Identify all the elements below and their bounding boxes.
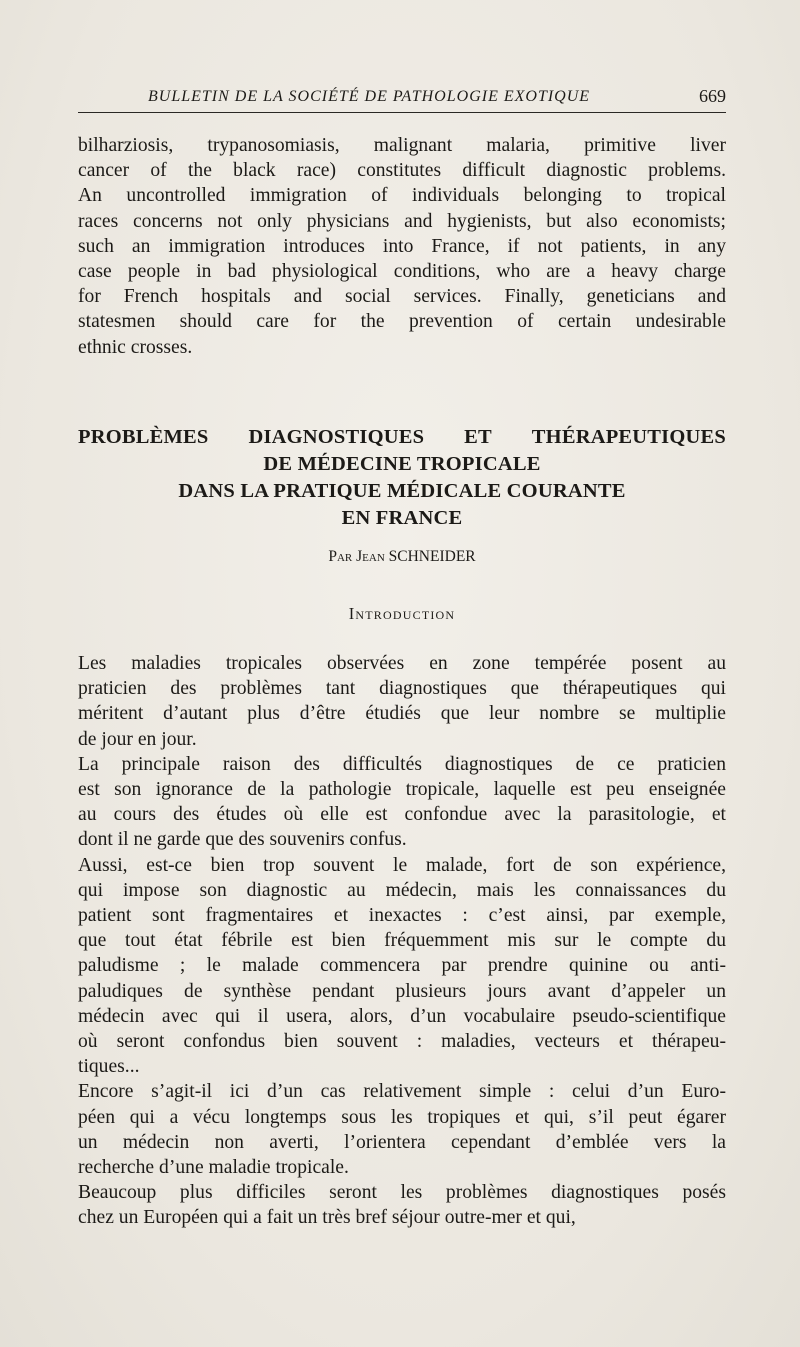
text-line: Beaucoup plus difficiles seront les problèmes diagnostiques posés [78,1182,726,1204]
text-line: An uncontrolled immigration of individuals belonging to tropical [78,185,726,207]
text-line: au cours des études où elle est confondue avec la parasitologie, et [78,804,726,826]
article-title [78,424,726,532]
text-line: chez un Européen qui a fait un très bref séjour outre-mer et qui, [78,1207,576,1229]
byline-prefix: Par [328,548,353,565]
article-title-line-1 [78,424,726,451]
text-line: où seront confondus bien souvent : maladies, vecteurs et thérapeu- [78,1031,726,1053]
text-line: Aussi, est-ce bien trop souvent le malade, fort de son expérience, [78,854,726,876]
article-title-line-2: DE MÉDECINE TROPICALE [263,453,541,475]
text-line: Les maladies tropicales observées en zone tempérée posent au [78,653,726,674]
text-line: paludisme ; le malade commencera par prendre quinine ou anti- [78,955,726,977]
text-line: for French hospitals and social services. Finally, geneticians and [78,286,726,308]
page-number: 669 [699,86,726,106]
paragraph [78,133,726,360]
text-line: paludiques de synthèse pendant plusieurs jours avant d’appeler un [78,980,726,1002]
title-word: ET [464,426,492,448]
title-word: THÉRAPEUTIQUES [531,426,726,448]
text-line: La principale raison des difficultés diagnostiques de ce praticien [78,753,726,775]
text-line: ethnic crosses. [78,336,193,358]
paragraph [78,752,726,853]
text-line: recherche d’une maladie tropicale. [78,1157,349,1179]
article-title-line-4: EN FRANCE [341,507,463,529]
text-line: tiques... [78,1056,140,1078]
paragraph [78,1079,726,1180]
section-heading: Introduction [348,604,456,623]
text-line: bilharziosis, trypanosomiasis, malignant malaria, primitive liver [78,135,726,156]
text-line: est son ignorance de la pathologie tropicale, laquelle est peu enseignée [78,779,726,801]
text-line: un médecin non averti, l’orientera cependant d’emblée vers la [78,1131,726,1153]
title-word: PROBLÈMES [78,426,209,448]
text-line: praticien des problèmes tant diagnostiques que thérapeutiques qui [78,678,726,700]
text-line: méritent d’autant plus d’être étudiés que leur nombre se multiplie [78,703,726,725]
title-word: DIAGNOSTIQUES [248,426,425,448]
paragraph [78,853,726,1080]
text-line: qui impose son diagnostic au médecin, mais les connaissances du [78,879,726,901]
text-line: cancer of the black race) constitutes difficult diagnostic problems. [78,160,726,182]
article-title-line-3: DANS LA PRATIQUE MÉDICALE COURANTE [178,480,626,502]
article-body [78,651,726,1231]
text-line: races concerns not only physicians and hygienists, but also economists; [78,210,726,232]
text-line: Encore s’agit-il ici d’un cas relativement simple : celui d’un Euro- [78,1081,726,1103]
text-line: dont il ne garde que des souvenirs confus. [78,829,407,851]
text-line: péen qui a vécu longtemps sous les tropiques et qui, s’il peut égarer [78,1106,726,1128]
text-line: statesmen should care for the prevention of certain undesirable [78,311,726,333]
text-line: case people in bad physiological conditions, who are a heavy charge [78,261,726,283]
text-line: que tout état fébrile est bien fréquemment mis sur le compte du [78,930,726,952]
author-first-name: Jean [356,548,385,565]
journal-title: BULLETIN DE LA SOCIÉTÉ DE PATHOLOGIE EXOTIQUE [148,88,591,105]
byline [78,548,726,566]
intro-paragraph [78,133,726,360]
running-header [78,86,726,113]
text-line: such an immigration introduces into France, if not patients, in any [78,235,726,257]
text-line: patient sont fragmentaires et inexactes : c’est ainsi, par exemple, [78,905,726,927]
author-last-name: SCHNEIDER [388,548,476,565]
paragraph [78,1180,726,1230]
text-line: de jour en jour. [78,728,197,750]
paragraph [78,651,726,752]
text-line: médecin avec qui il usera, alors, d’un vocabulaire pseudo-scientifique [78,1005,726,1027]
